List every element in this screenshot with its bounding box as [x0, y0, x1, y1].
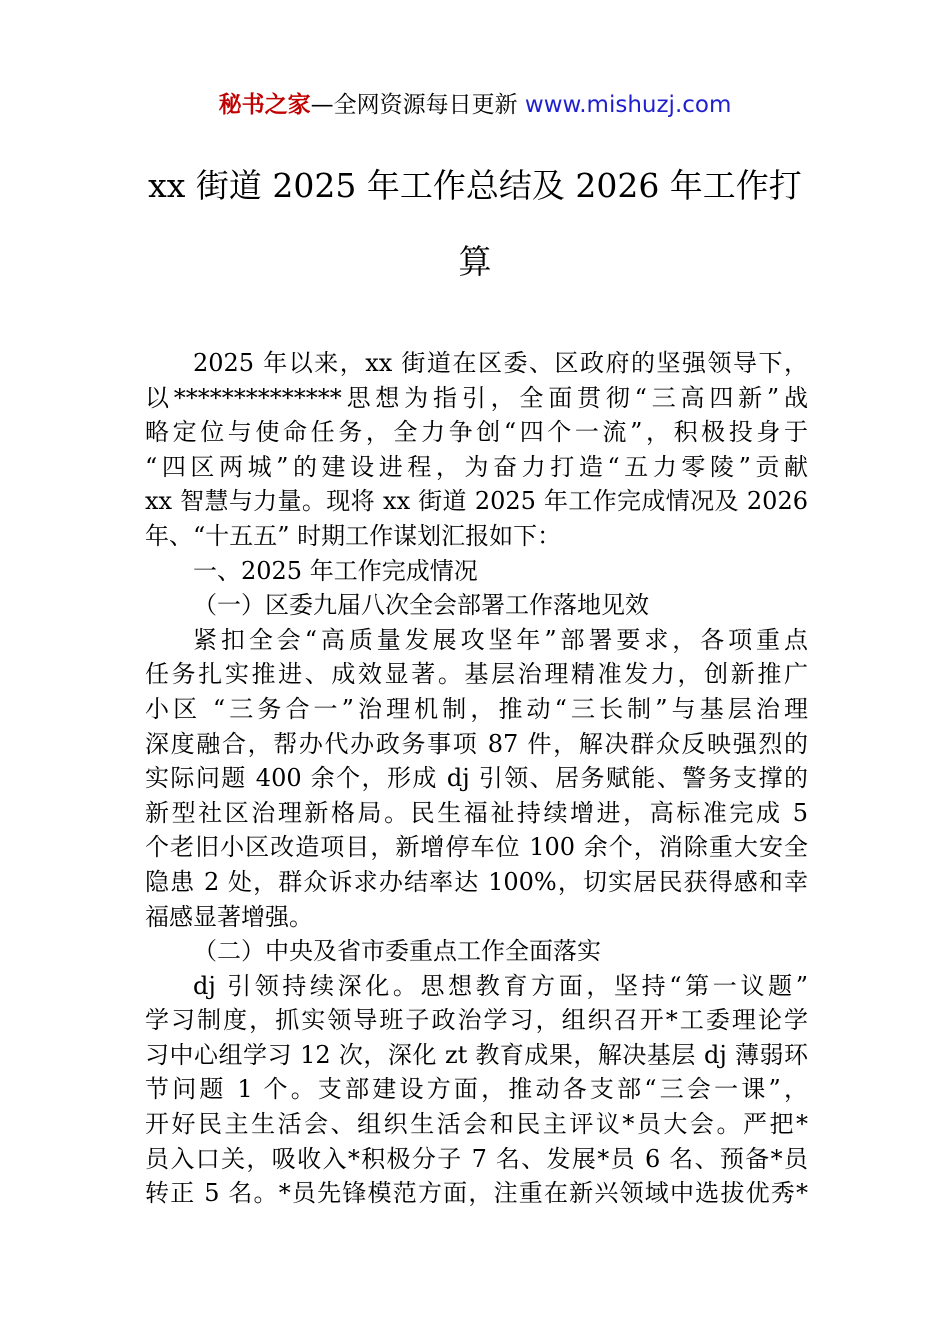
document-body — [145, 346, 808, 1211]
body-text-line: 福感显著增强。 — [145, 902, 313, 931]
banner-slogan: 全网资源每日更新 — [333, 92, 518, 118]
title-line-1: xx 街道 2025 年工作总结及 2026 年工作打 — [148, 166, 802, 205]
body-text-line: 2025 年以来，xx 街道在区委、区政府的坚强领导下， — [193, 349, 808, 377]
brand-name: 秘书之家 — [218, 92, 311, 118]
body-text-line: 深度融合，帮办代办政务事项 87 件，解决群众反映强烈的 — [145, 729, 808, 758]
body-text-line: 学习制度，抓实领导班子政治学习，组织召开*工委理论学 — [145, 1006, 808, 1035]
title-line-2: 算 — [458, 242, 492, 281]
body-text-line: 实际问题 400 余个，形成 dj 引领、居务赋能、警务支撑的 — [145, 764, 808, 793]
site-url-link[interactable]: www.mishuzj.com — [524, 92, 732, 118]
body-text-line: （二）中央及省市委重点工作全面落实 — [193, 937, 601, 966]
body-text-line: 习中心组学习 12 次，深化 zt 教育成果，解决基层 dj 薄弱环 — [145, 1040, 808, 1069]
body-text-line: 任务扎实推进、成效显著。基层治理精准发力，创新推广 — [145, 660, 808, 689]
body-text-line: 年、“十五五” 时期工作谋划汇报如下： — [145, 521, 562, 550]
body-text-line: 员入口关，吸收入*积极分子 7 名、发展*员 6 名、预备*员 — [145, 1144, 808, 1173]
body-text-line: （一）区委九届八次全会部署工作落地见效 — [193, 591, 649, 620]
body-text-line: 紧扣全会“高质量发展攻坚年”部署要求，各项重点 — [193, 625, 808, 654]
body-text-line: 新型社区治理新格局。民生福祉持续增进，高标准完成 5 — [145, 798, 808, 827]
body-text-line: 小区 “三务合一”治理机制，推动“三长制”与基层治理 — [145, 694, 808, 723]
body-text-line: 略定位与使命任务，全力争创“四个一流”，积极投身于 — [145, 418, 808, 447]
body-text-line: 隐患 2 处，群众诉求办结率达 100%，切实居民获得感和幸 — [145, 867, 808, 896]
body-text-line: 个老旧小区改造项目，新增停车位 100 余个，消除重大安全 — [145, 833, 808, 862]
body-text-line: dj 引领持续深化。思想教育方面，坚持“第一议题” — [193, 971, 808, 1000]
body-text-line: xx 智慧与力量。现将 xx 街道 2025 年工作完成情况及 2026 — [145, 487, 808, 516]
body-text-line: 一、2025 年工作完成情况 — [193, 556, 478, 585]
banner-dash: — — [310, 92, 334, 118]
body-text-line: “四区两城”的建设进程，为奋力打造“五力零陵”贡献 — [145, 452, 808, 481]
body-text-line: 开好民主生活会、组织生活会和民主评议*员大会。严把* — [145, 1110, 808, 1139]
body-text-line: 节问题 1 个。支部建设方面，推动各支部“三会一课”， — [145, 1075, 808, 1104]
body-text-line: 转正 5 名。*员先锋模范方面，注重在新兴领域中选拔优秀* — [145, 1179, 808, 1208]
body-text-line: 以**************思想为指引，全面贯彻“三高四新”战 — [145, 383, 808, 412]
site-banner — [0, 88, 950, 122]
document-title — [130, 160, 820, 288]
